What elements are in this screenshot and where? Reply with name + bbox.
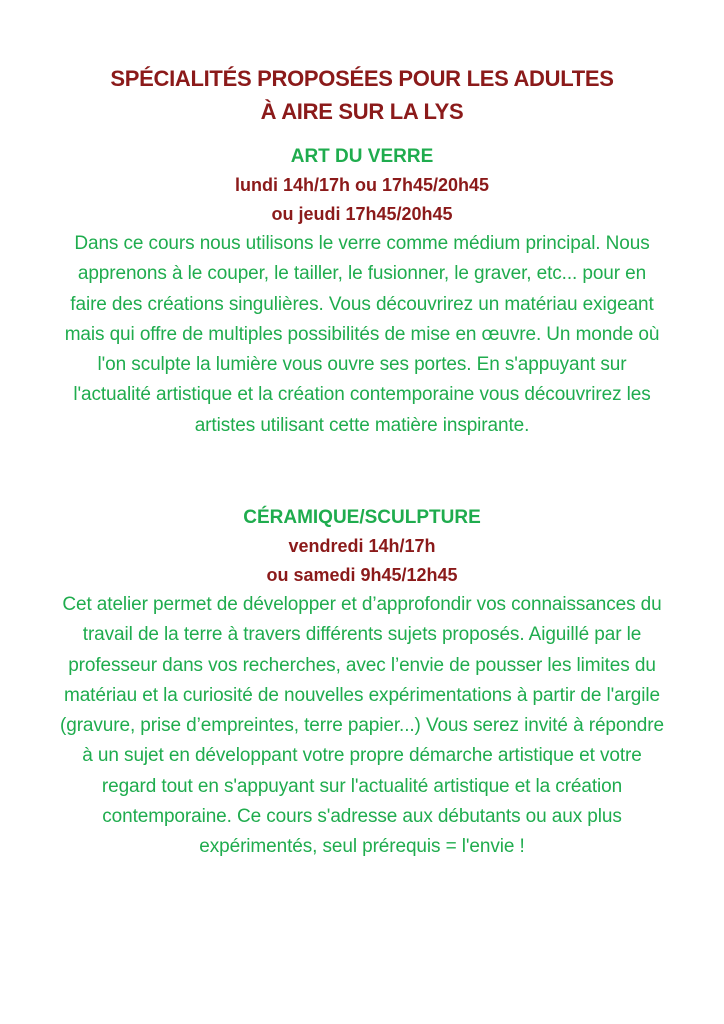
schedule-line-2: ou jeudi 17h45/20h45 <box>271 204 453 224</box>
page-title-line-2: À AIRE SUR LA LYS <box>260 99 464 124</box>
schedule-line-2: ou samedi 9h45/12h45 <box>266 565 458 585</box>
schedule-line-1: lundi 14h/17h ou 17h45/20h45 <box>234 175 490 195</box>
section-description: Cet atelier permet de développer et d’approfondir vos connaissances du travail de la terre à travers différents sujets proposés. Aiguillé par le professeur dans vos recherches, avec l’envie de pousser les limites du matériau et la curiosité de nouvelles expérimentations à partir de l'argile (gravure, prise d’empreintes, terre papier...) Vous serez invité à répondre à un sujet en développant votre propre démarche artistique et votre regard tout en s'appuyant sur l'actualité artistique et la création contemporaine. Ce cours s'adresse aux débutants ou aux plus expérimentés, seul prérequis = l'envie ! <box>60 594 664 858</box>
page-title <box>40 62 684 128</box>
section-heading: ART DU VERRE <box>290 146 434 167</box>
section-art-du-verre <box>60 142 664 441</box>
section-heading: CÉRAMIQUE/SCULPTURE <box>243 507 481 528</box>
schedule-line-1: vendredi 14h/17h <box>288 536 436 556</box>
page-title-line-1: SPÉCIALITÉS PROPOSÉES POUR LES ADULTES <box>110 66 614 91</box>
section-description: Dans ce cours nous utilisons le verre comme médium principal. Nous apprenons à le couper, le tailler, le fusionner, le graver, etc... pour en faire des créations singulières. Vous découvrirez un matériau exigeant mais qui offre de multiples possibilités de mise en œuvre. Un monde où l'on sculpte la lumière vous ouvre ses portes. En s'appuyant sur l'actualité artistique et la création contemporaine vous découvrirez les artistes utilisant cette matière inspirante. <box>64 233 660 436</box>
section-ceramique-sculpture <box>60 503 664 863</box>
